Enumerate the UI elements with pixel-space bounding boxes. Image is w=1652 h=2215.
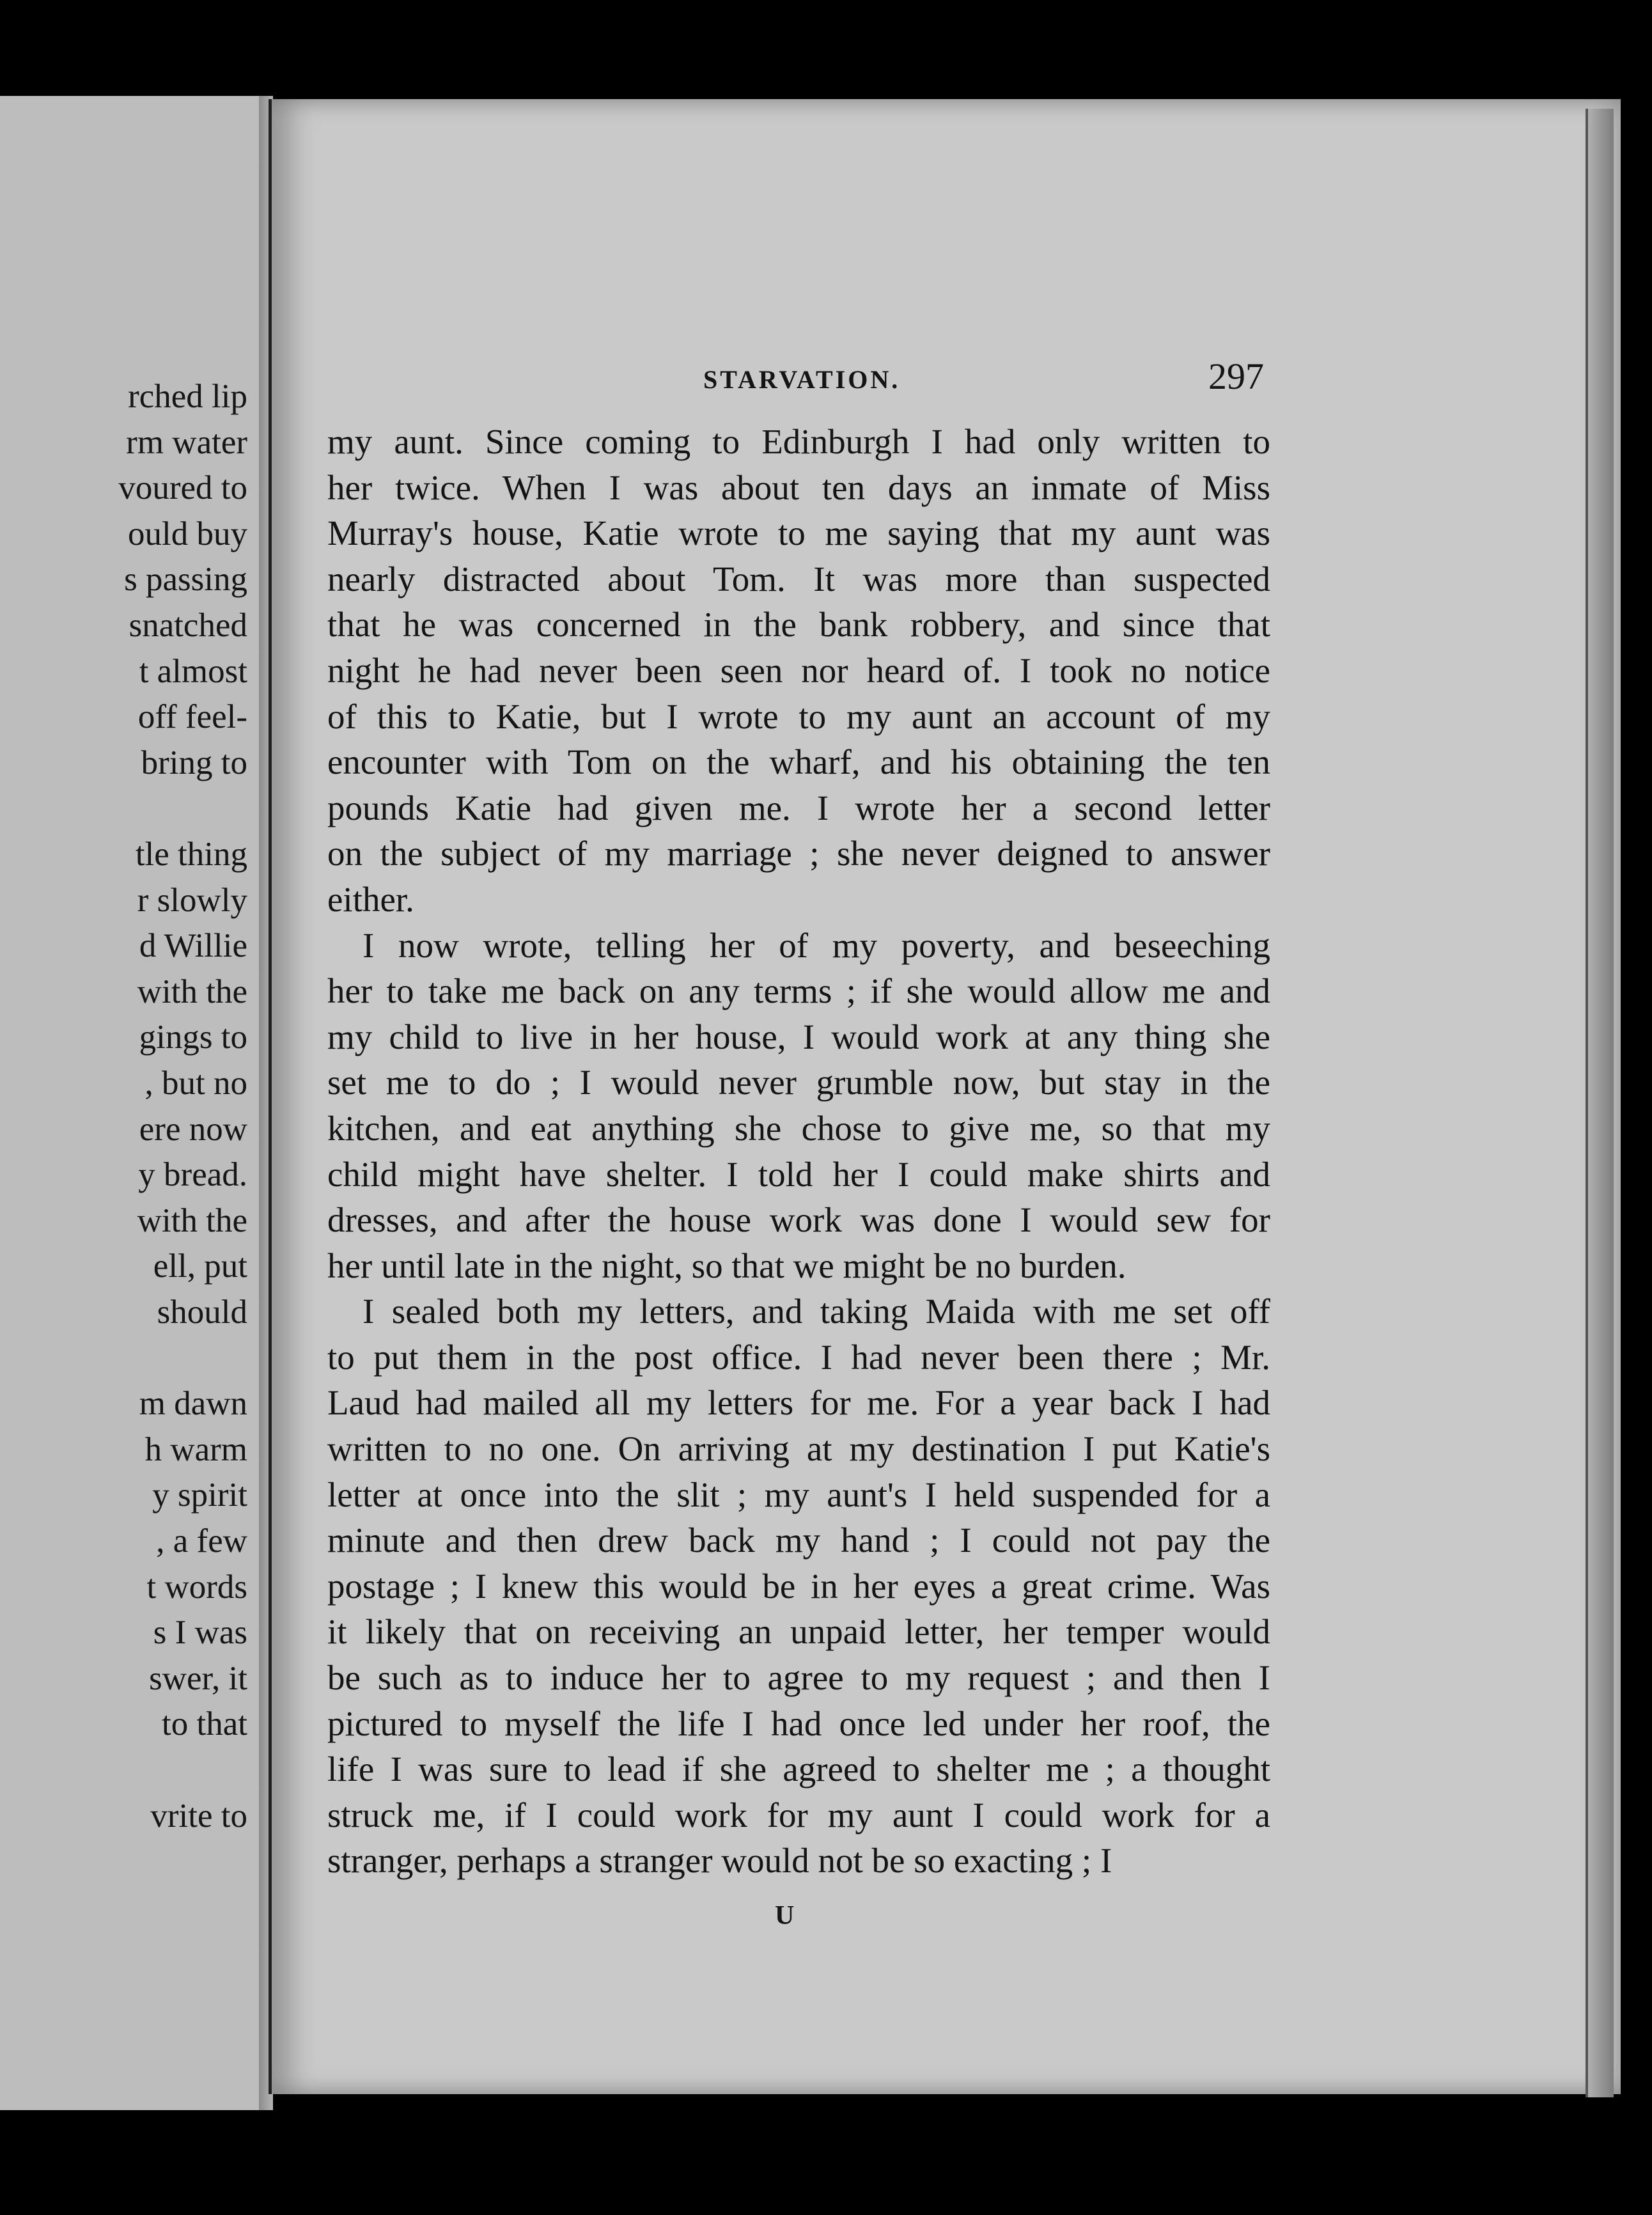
text-line: my child to live in her house, I would work at any thing she [327,1017,1270,1056]
facing-page-line: bring to [141,744,247,781]
text-line: night he had never been seen nor heard of. I took no notice [327,650,1270,690]
text-line: to put them in the post office. I had never been there ; Mr. [327,1337,1270,1377]
facing-page-fragment [0,96,263,2110]
facing-page-line: to that [162,1705,247,1743]
text-line: her twice. When I was about ten days an inmate of Miss [327,467,1270,507]
text-line: postage ; I knew this would be in her eyes a great crime. Was [327,1566,1270,1606]
text-line: of this to Katie, but I wrote to my aunt an account of my [327,696,1270,736]
text-line: either. [327,879,414,919]
text-line: kitchen, and eat anything she chose to give me, so that my [327,1108,1270,1148]
text-line: pounds Katie had given me. I wrote her a second letter [327,788,1270,827]
facing-page-line: y bread. [138,1156,247,1194]
facing-page-line: with the [137,973,247,1010]
facing-page-line: h warm [144,1430,247,1468]
facing-page-line: gings to [139,1019,247,1056]
facing-page-line: s passing [124,561,247,599]
page-edge [1586,109,1614,2097]
facing-page-line: , but no [144,1065,247,1102]
text-line: struck me, if I could work for my aunt I could work for a [327,1795,1270,1835]
body-text [327,419,1270,1884]
facing-page-line: rched lip [128,378,247,415]
facing-page-line: d Willie [139,927,247,965]
text-line: on the subject of my marriage ; she never deigned to answer [327,834,1270,873]
facing-page-line: off feel- [137,698,247,736]
facing-page-line: rm water [126,423,247,461]
facing-page-line: tle thing [135,836,247,873]
text-line: Murray's house, Katie wrote to me saying that my aunt was [327,513,1270,553]
text-line: life I was sure to lead if she agreed to shelter me ; a thought [327,1749,1270,1789]
text-line: I sealed both my letters, and taking Maida with me set off [362,1292,1270,1331]
facing-page-line: voured to [118,469,247,507]
text-line: child might have shelter. I told her I could make shirts and [327,1154,1270,1194]
text-line: it likely that on receiving an unpaid letter, her temper would [327,1612,1270,1652]
paragraph-2 [327,923,1270,1289]
facing-page-line: vrite to [150,1797,247,1835]
text-line: encounter with Tom on the wharf, and his obtaining the ten [327,742,1270,782]
text-line: minute and then drew back my hand ; I could not pay the [327,1521,1270,1560]
facing-page-line: t almost [139,652,247,690]
text-line: pictured to myself the life I had once led under her roof, the [327,1703,1270,1743]
facing-page-line: ell, put [153,1248,247,1285]
text-line: written to no one. On arriving at my destination I put Katie's [327,1429,1270,1469]
text-line: dresses, and after the house work was done I would sew for [327,1200,1270,1240]
text-line: Laud had mailed all my letters for me. For a year back I had [327,1383,1270,1423]
text-line: set me to do ; I would never grumble now, but stay in the [327,1063,1270,1102]
facing-page-line: r slowly [137,881,247,919]
facing-page-line: swer, it [149,1659,247,1697]
facing-page-line: s I was [153,1614,247,1652]
facing-page-line: with the [137,1201,247,1239]
facing-page-line: should [157,1294,247,1331]
facing-page-line: ere now [139,1110,247,1148]
text-line: nearly distracted about Tom. It was more than suspected [327,559,1270,599]
facing-page-line: t words [146,1568,247,1606]
text-line: stranger, perhaps a stranger would not be so exacting ; I [327,1841,1112,1881]
facing-page-line: snatched [129,607,247,644]
text-line: letter at once into the slit ; my aunt's I held suspended for a [327,1475,1270,1514]
signature-mark: U [775,1901,795,1930]
paragraph-3 [327,1288,1270,1884]
facing-page-line: m dawn [139,1385,247,1423]
page-number: 297 [1208,356,1264,397]
running-title: STARVATION. [703,365,901,394]
facing-page-line: y spirit [152,1476,247,1514]
facing-page-line: , a few [156,1522,247,1560]
text-line: her until late in the night, so that we might be no burden. [327,1246,1126,1285]
text-line: I now wrote, telling her of my poverty, and beseeching [362,925,1270,965]
facing-page-line: ould buy [128,515,247,552]
text-line: that he was concerned in the bank robbery, and since that [327,605,1270,645]
text-line: be such as to induce her to agree to my request ; and then I [327,1658,1270,1698]
paragraph-1 [327,419,1270,923]
text-line: her to take me back on any terms ; if she would allow me and [327,971,1270,1011]
text-line: my aunt. Since coming to Edinburgh I had only written to [327,422,1270,461]
